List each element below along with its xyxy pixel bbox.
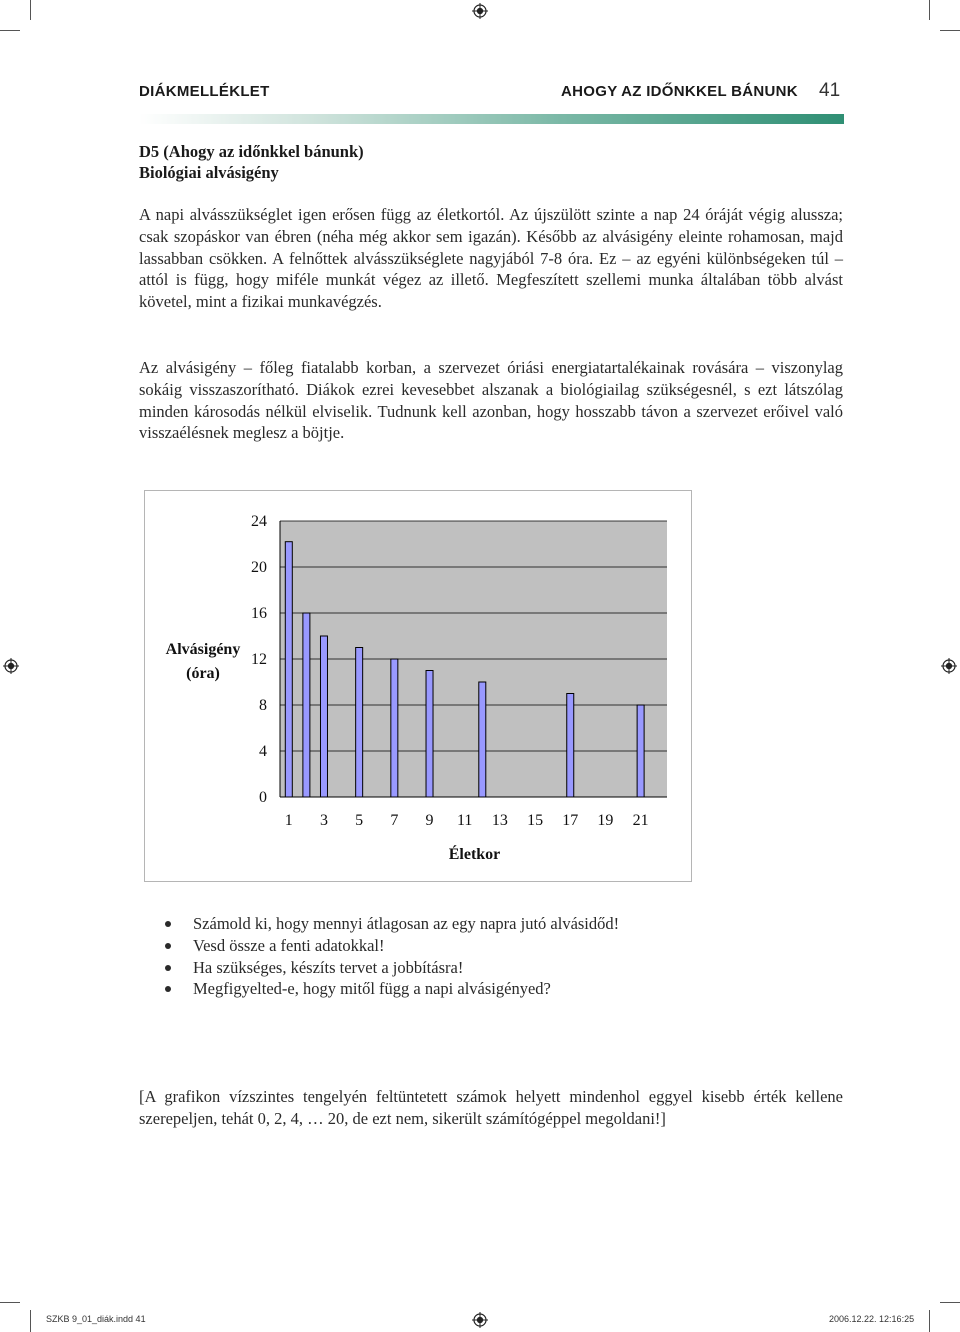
registration-mark-left xyxy=(3,658,19,674)
bar xyxy=(285,542,292,797)
registration-mark-top xyxy=(472,3,488,19)
y-tick-label: 20 xyxy=(251,559,267,576)
bar xyxy=(637,705,644,797)
list-item-text: Megfigyelted-e, hogy mitől függ a napi alvásigényed? xyxy=(193,979,551,999)
y-tick-label: 0 xyxy=(259,789,267,806)
bar xyxy=(426,671,433,798)
bullet-icon xyxy=(165,943,171,949)
section-heading xyxy=(139,141,364,183)
registration-mark-right xyxy=(941,658,957,674)
bar xyxy=(391,659,398,797)
y-axis-title-line-1: Alvásigény xyxy=(165,641,241,658)
list-item xyxy=(165,913,619,935)
list-item-text: Ha szükséges, készíts tervet a jobbításra! xyxy=(193,957,464,977)
slug-file-name: SZKB 9_01_diák.indd 41 xyxy=(46,1314,146,1324)
list-item xyxy=(165,935,619,957)
y-tick-label: 4 xyxy=(259,743,267,760)
bar xyxy=(567,694,574,798)
page-number: 41 xyxy=(819,80,841,101)
list-item xyxy=(165,957,619,979)
paragraph-1: A napi alvásszükséglet igen erősen függ az életkortól. Az újszülött szinte a nap 24 óráját végig alussza; csak szopáskor van ébren (néha még akkor sem igazán). Később az alvásigény eleinte rohamosan, majd lassabban csökken. A felnőttek alvásszükséglete nagyjából 7-8 óra. Ez – az egyéni különbségeken túl – attól is függ, hogy miféle munkát végez az illető. Megfeszített szellemi munka általában több alvást követel, mint a fizikai munkavégzés. xyxy=(139,205,843,312)
crop-mark-bottom-left-h xyxy=(0,1302,20,1303)
paragraph-2: Az alvásigény – főleg fiatalabb korban, a szervezet óriási energiatartalékainak rovására – viszonylag sokáig visszaszorítható. Diákok ezrei kevesebbet alszanak a biológiailag szükségesnél, s ezt látszólag minden károsodás nélkül elviselik. Tudnunk kell azonban, hogy hosszabb távon a szervezet erőivel való visszaélésnek meglesz a böjtje. xyxy=(139,358,843,443)
list-item-text: Vesd össze a fenti adatokkal! xyxy=(193,935,385,955)
crop-mark-top-right xyxy=(929,0,930,20)
section-title-line: Biológiai alvásigény xyxy=(139,163,279,182)
chart-note: [A grafikon vízszintes tengelyén feltüntetett számok helyett mindenhol eggyel kisebb érték kellene szerepeljen, tehát 0, 2, 4, … 20, de ezt nem, sikerült számítógéppel megoldani!] xyxy=(139,1087,843,1128)
x-tick-label: 13 xyxy=(491,812,508,829)
x-tick-label: 9 xyxy=(425,812,434,829)
crop-mark-bottom-left xyxy=(30,1310,31,1332)
x-tick-label: 1 xyxy=(284,812,293,829)
header-gradient-bar xyxy=(139,114,844,124)
sleep-need-chart xyxy=(144,490,692,882)
x-axis-title: Életkor xyxy=(448,846,501,863)
bullet-icon xyxy=(165,965,171,971)
x-tick-label: 7 xyxy=(390,812,399,829)
chart-svg xyxy=(145,491,691,881)
bar xyxy=(320,636,327,797)
crop-mark-bottom-right-h xyxy=(940,1302,960,1303)
y-tick-label: 8 xyxy=(259,697,267,714)
crop-mark-top-left xyxy=(30,0,31,20)
registration-mark-bottom xyxy=(472,1312,488,1328)
crop-mark-bottom-right xyxy=(929,1310,930,1332)
bar xyxy=(356,648,363,798)
bar xyxy=(479,682,486,797)
bar xyxy=(303,613,310,797)
y-tick-label: 16 xyxy=(251,605,267,622)
y-tick-label: 24 xyxy=(251,513,267,530)
x-tick-label: 21 xyxy=(632,812,649,829)
list-item xyxy=(165,978,619,1000)
x-tick-label: 5 xyxy=(355,812,364,829)
crop-mark-top-left-h xyxy=(0,30,20,31)
x-tick-label: 19 xyxy=(597,812,614,829)
slug-timestamp: 2006.12.22. 12:16:25 xyxy=(829,1314,915,1324)
x-tick-label: 17 xyxy=(562,812,579,829)
y-tick-label: 12 xyxy=(251,651,267,668)
x-tick-label: 3 xyxy=(319,812,328,829)
y-axis-title-line-2: (óra) xyxy=(186,665,220,682)
crop-mark-top-right-h xyxy=(940,30,960,31)
list-item-text: Számold ki, hogy mennyi átlagosan az egy napra jutó alvásidőd! xyxy=(193,914,620,933)
running-header-left: DIÁKMELLÉKLET xyxy=(139,83,270,100)
bullet-icon xyxy=(165,921,171,927)
section-code-line: D5 (Ahogy az időnkkel bánunk) xyxy=(139,142,364,161)
task-list xyxy=(165,913,619,1000)
running-header-right: AHOGY AZ IDŐNKKEL BÁNUNK xyxy=(561,83,798,100)
x-tick-label: 11 xyxy=(457,812,473,829)
x-tick-label: 15 xyxy=(527,812,544,829)
bullet-icon xyxy=(165,986,171,992)
